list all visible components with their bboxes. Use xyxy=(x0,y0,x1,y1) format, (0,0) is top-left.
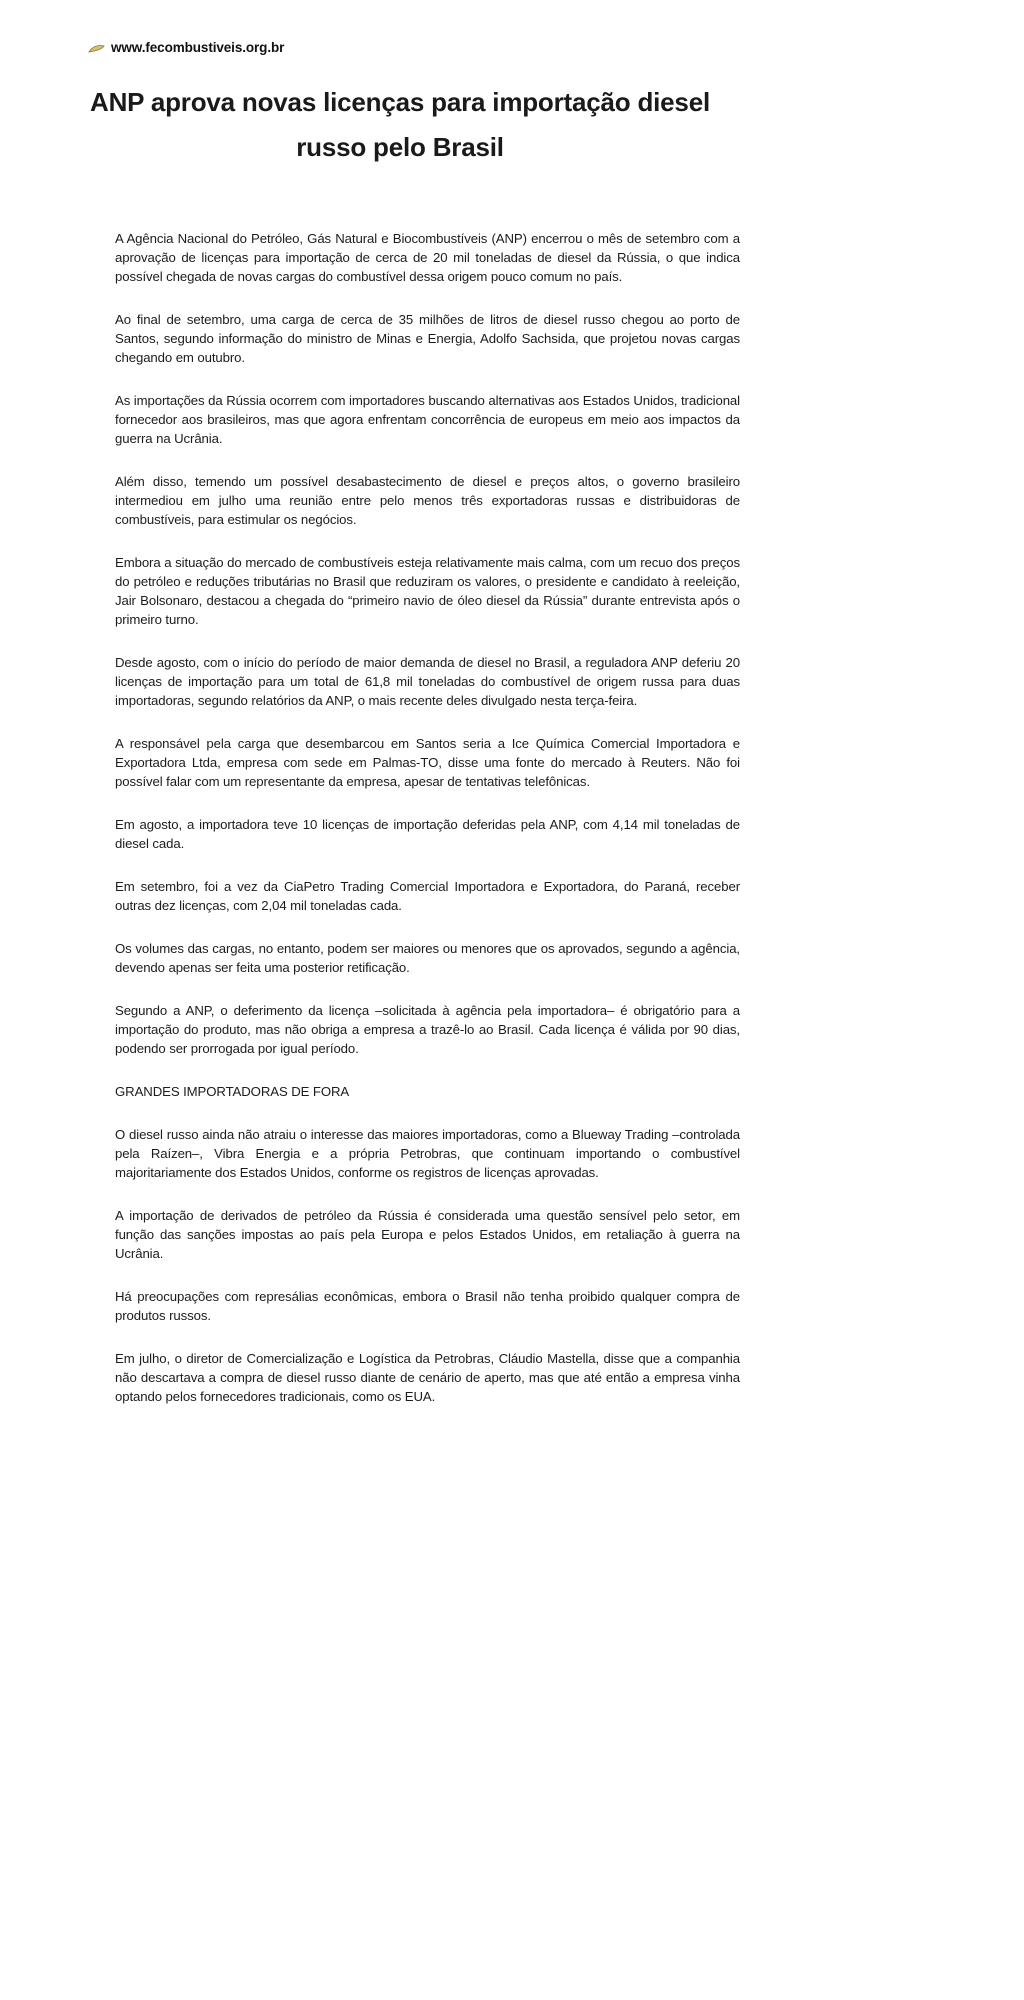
article-paragraph: Desde agosto, com o início do período de maior demanda de diesel no Brasil, a reguladora ANP deferiu 20 licenças de importação para um total de 61,8 mil toneladas do combustível de origem russa para duas importadoras, segundo relatórios da ANP, o mais recente deles divulgado nesta terça-feira. xyxy=(115,655,740,708)
article-paragraph: Além disso, temendo um possível desabastecimento de diesel e preços altos, o governo brasileiro intermediou em julho uma reunião entre pelo menos três exportadoras russas e distribuidoras de combustíveis, para estimular os negócios. xyxy=(115,474,740,527)
article-subheading: GRANDES IMPORTADORAS DE FORA xyxy=(115,1084,350,1099)
article-title: ANP aprova novas licenças para importação diesel russo pelo Brasil xyxy=(90,87,710,162)
article-paragraph: Há preocupações com represálias econômicas, embora o Brasil não tenha proibido qualquer compra de produtos russos. xyxy=(115,1289,740,1323)
article-body xyxy=(115,229,740,1430)
article-paragraph: A responsável pela carga que desembarcou em Santos seria a Ice Química Comercial Importadora e Exportadora Ltda, empresa com sede em Palmas-TO, disse uma fonte do mercado à Reuters. Não foi possível falar com um representante da empresa, apesar de tentativas telefônicas. xyxy=(115,736,740,789)
article-paragraph: Em agosto, a importadora teve 10 licenças de importação deferidas pela ANP, com 4,14 mil toneladas de diesel cada. xyxy=(115,817,740,851)
article-paragraph: Em julho, o diretor de Comercialização e Logística da Petrobras, Cláudio Mastella, disse que a companhia não descartava a compra de diesel russo diante de cenário de aperto, mas que até então a empresa vinha optando pelos fornecedores tradicionais, como os EUA. xyxy=(115,1351,740,1404)
article-paragraph: Em setembro, foi a vez da CiaPetro Trading Comercial Importadora e Exportadora, do Paraná, receber outras dez licenças, com 2,04 mil toneladas cada. xyxy=(115,879,740,913)
article-paragraph: A importação de derivados de petróleo da Rússia é considerada uma questão sensível pelo setor, em função das sanções impostas ao país pela Europa e pelos Estados Unidos, em retaliação à guerra na Ucrânia. xyxy=(115,1208,740,1261)
site-header xyxy=(88,40,284,55)
swoosh-leaf-icon xyxy=(88,42,106,54)
article-paragraph: O diesel russo ainda não atraiu o interesse das maiores importadoras, como a Blueway Trading –controlada pela Raízen–, Vibra Energia e a própria Petrobras, que continuam importando o combustível majoritariamente dos Estados Unidos, conforme os registros de licenças aprovadas. xyxy=(115,1127,740,1180)
article-paragraph: Embora a situação do mercado de combustíveis esteja relativamente mais calma, com um recuo dos preços do petróleo e reduções tributárias no Brasil que reduziram os valores, o presidente e candidato à reeleição, Jair Bolsonaro, destacou a chegada do “primeiro navio de óleo diesel da Rússia” durante entrevista após o primeiro turno. xyxy=(115,555,740,627)
article-paragraph: Os volumes das cargas, no entanto, podem ser maiores ou menores que os aprovados, segundo a agência, devendo apenas ser feita uma posterior retificação. xyxy=(115,941,740,975)
article-paragraph: Ao final de setembro, uma carga de cerca de 35 milhões de litros de diesel russo chegou ao porto de Santos, segundo informação do ministro de Minas e Energia, Adolfo Sachsida, que projetou novas cargas chegando em outubro. xyxy=(115,312,740,365)
site-url-label: www.fecombustiveis.org.br xyxy=(111,40,285,55)
article-paragraph: As importações da Rússia ocorrem com importadores buscando alternativas aos Estados Unidos, tradicional fornecedor aos brasileiros, mas que agora enfrentam concorrência de europeus em meio aos impactos da guerra na Ucrânia. xyxy=(115,393,740,446)
article-paragraph: A Agência Nacional do Petróleo, Gás Natural e Biocombustíveis (ANP) encerrou o mês de setembro com a aprovação de licenças para importação de cerca de 20 mil toneladas de diesel da Rússia, o que indica possível chegada de novas cargas do combustível dessa origem pouco comum no país. xyxy=(115,231,740,284)
article-paragraph: Segundo a ANP, o deferimento da licença –solicitada à agência pela importadora– é obrigatório para a importação do produto, mas não obriga a empresa a trazê-lo ao Brasil. Cada licença é válida por 90 dias, podendo ser prorrogada por igual período. xyxy=(115,1003,740,1056)
